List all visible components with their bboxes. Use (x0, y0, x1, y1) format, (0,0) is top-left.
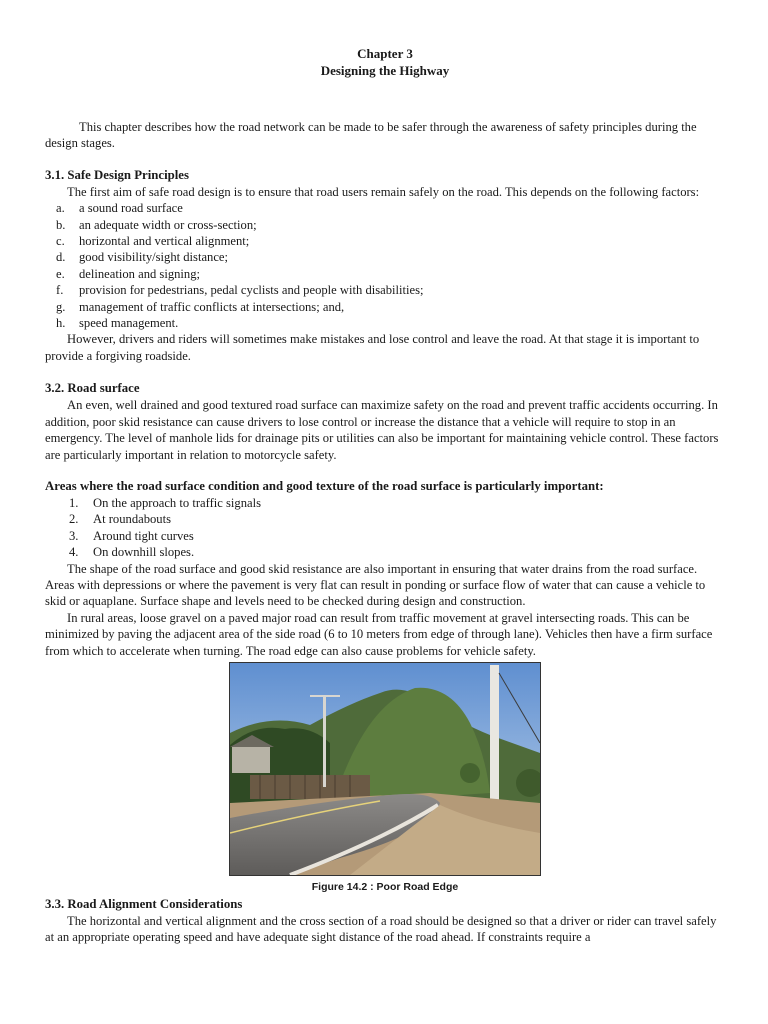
list-item-text: delineation and signing; (79, 266, 201, 281)
list-marker: f. (56, 283, 64, 298)
list-marker: b. (56, 217, 66, 232)
list-item (45, 217, 725, 233)
section-3-2-heading: 3.2. Road surface (45, 381, 140, 396)
road-surface-paragraph: An even, well drained and good textured road surface can maximize safety on the road and prevent traffic accidents occurring. In addition, poor skid resistance can cause drivers to lose control or increase the distance that a vehicle will require to stop in an emergency. The level of manhole lids for drainage pits or utilities can also be important for maintaining vehicle control. These factors are particularly important in relation to motorcycle safety. (45, 398, 719, 462)
intro-paragraph: This chapter describes how the road network can be made to be safer through the awareness of safety principles during the design stages. (45, 120, 697, 151)
list-marker: g. (56, 299, 66, 314)
list-item (45, 315, 725, 331)
important-areas-list (45, 495, 725, 561)
road-alignment-paragraph: The horizontal and vertical alignment and the cross section of a road should be designed so that a driver or rider can travel safely at an appropriate operating speed and have adequate sight distance of the road ahead. If constraints require a (45, 913, 717, 945)
chapter-title: Designing the Highway (320, 63, 450, 78)
list-marker: h. (56, 316, 66, 331)
list-item-text: speed management. (79, 316, 179, 331)
section-3-1-heading: 3.1. Safe Design Principles (45, 167, 189, 182)
list-marker: 4. (69, 545, 79, 560)
list-item-text: a sound road surface (79, 201, 183, 216)
list-item (45, 282, 725, 298)
list-item-text: On downhill slopes. (93, 545, 195, 560)
list-item-text: an adequate width or cross-section; (79, 217, 257, 232)
list-item (45, 299, 725, 315)
list-marker: d. (56, 250, 66, 265)
figure-caption: Figure 14.2 : Poor Road Edge (311, 880, 459, 893)
list-marker: c. (56, 234, 65, 249)
list-item-text: provision for pedestrians, pedal cyclists and people with disabilities; (79, 283, 424, 298)
list-item-text: Around tight curves (93, 528, 194, 543)
list-item-text: management of traffic conflicts at intersections; and, (79, 299, 345, 314)
list-item (45, 200, 725, 216)
list-item-text: good visibility/sight distance; (79, 250, 229, 265)
list-item-text: horizontal and vertical alignment; (79, 234, 250, 249)
list-marker: a. (56, 201, 65, 216)
areas-subheading: Areas where the road surface condition and good texture of the road surface is particularly important: (45, 478, 604, 493)
list-item-text: At roundabouts (93, 512, 172, 527)
list-marker: 1. (69, 495, 79, 510)
list-item-text: On the approach to traffic signals (93, 495, 261, 510)
document-page (45, 0, 725, 946)
section-3-1-closing: However, drivers and riders will sometimes make mistakes and lose control and leave the road. At that stage it is important to provide a forgiving roadside. (45, 332, 700, 363)
list-item (45, 233, 725, 249)
chapter-label: Chapter 3 (357, 46, 413, 61)
list-marker: e. (56, 266, 65, 281)
rural-gravel-paragraph: In rural areas, loose gravel on a paved major road can result from traffic movement at gravel intersecting roads. This can be minimized by paving the adjacent area of the side road (6 to 10 meters from edge of through lane). Vehicles then have a firm surface from which to accelerate when turning. The road edge can also cause problems for vehicle safety. (45, 610, 713, 658)
list-item (45, 544, 725, 560)
section-3-1-lead: The first aim of safe road design is to ensure that road users remain safely on the road. This depends on the following factors: (67, 184, 700, 199)
list-item (45, 528, 725, 544)
list-item (45, 266, 725, 282)
list-item (45, 249, 725, 265)
list-item (45, 511, 725, 527)
section-3-3-heading: 3.3. Road Alignment Considerations (45, 896, 243, 911)
design-factors-list (45, 200, 725, 331)
surface-shape-paragraph: The shape of the road surface and good skid resistance are also important in ensuring that water drains from the road surface. Areas with depressions or where the pavement is very flat can result in ponding or surface flow of water that can cause a vehicle to skid or aquaplane. Surface shape and levels need to be checked during design and construction. (45, 561, 706, 609)
list-marker: 3. (69, 528, 79, 543)
list-item (45, 495, 725, 511)
list-marker: 2. (69, 512, 79, 527)
road-edge-photo-illustration (230, 663, 540, 875)
road-edge-photo (229, 662, 541, 876)
